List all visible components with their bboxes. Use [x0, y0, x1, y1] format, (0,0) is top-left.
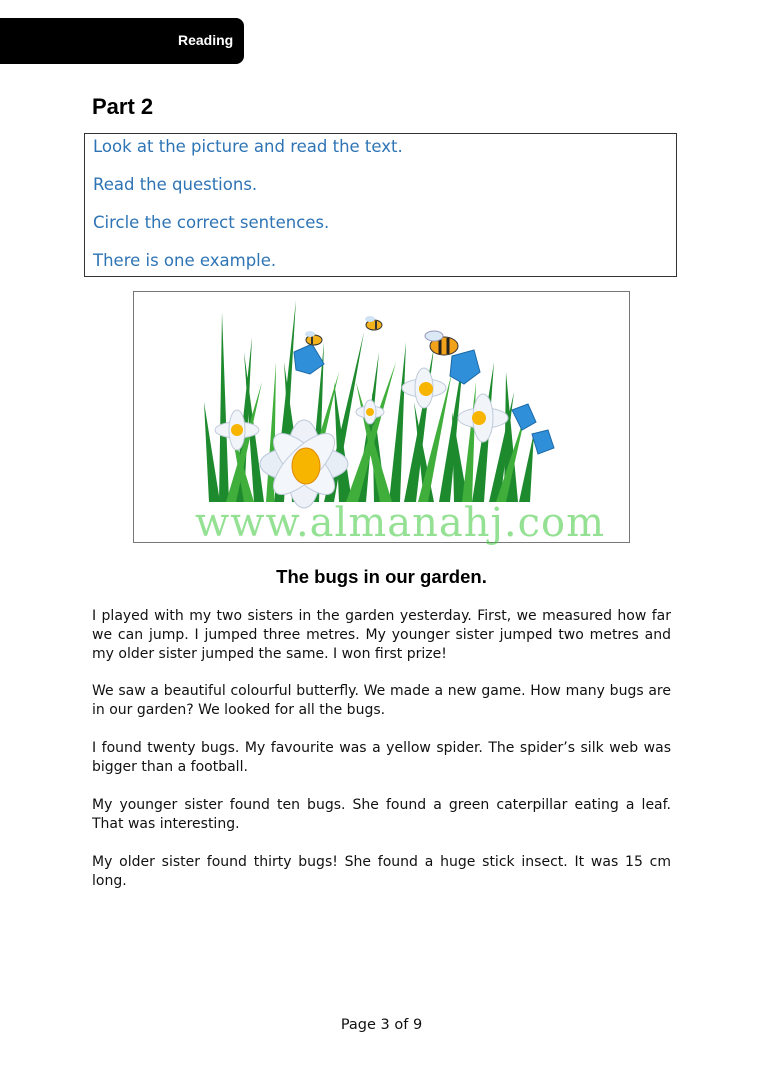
story-paragraph: I played with my two sisters in the garden yesterday. First, we measured how far we can jump. I jumped three metres. My younger sister jumped two metres and my older sister jumped the same. I won first prize! [92, 608, 671, 662]
part-title: Part 2 [92, 94, 154, 119]
instruction-line: Circle the correct sentences. [93, 213, 330, 232]
story-paragraph: We saw a beautiful colourful butterfly. We made a new game. How many bugs are in our garden? We looked for all the bugs. [92, 683, 671, 718]
story-title: The bugs in our garden. [276, 566, 487, 587]
instruction-line: There is one example. [93, 251, 277, 270]
section-tab-label: Reading [178, 32, 234, 48]
story-paragraph: I found twenty bugs. My favourite was a yellow spider. The spider’s silk web was bigger than a football. [92, 740, 671, 775]
watermark: www.almanahj.com [195, 500, 606, 546]
instruction-line: Read the questions. [93, 175, 258, 194]
instructions-box [84, 133, 677, 277]
page-number: Page 3 of 9 [340, 1017, 423, 1033]
story-paragraph: My older sister found thirty bugs! She found a huge stick insect. It was 15 cm long. [92, 854, 671, 889]
section-tab [0, 18, 244, 64]
story-paragraph: My younger sister found ten bugs. She found a green caterpillar eating a leaf. That was interesting. [92, 797, 671, 832]
instruction-line: Look at the picture and read the text. [93, 137, 403, 156]
